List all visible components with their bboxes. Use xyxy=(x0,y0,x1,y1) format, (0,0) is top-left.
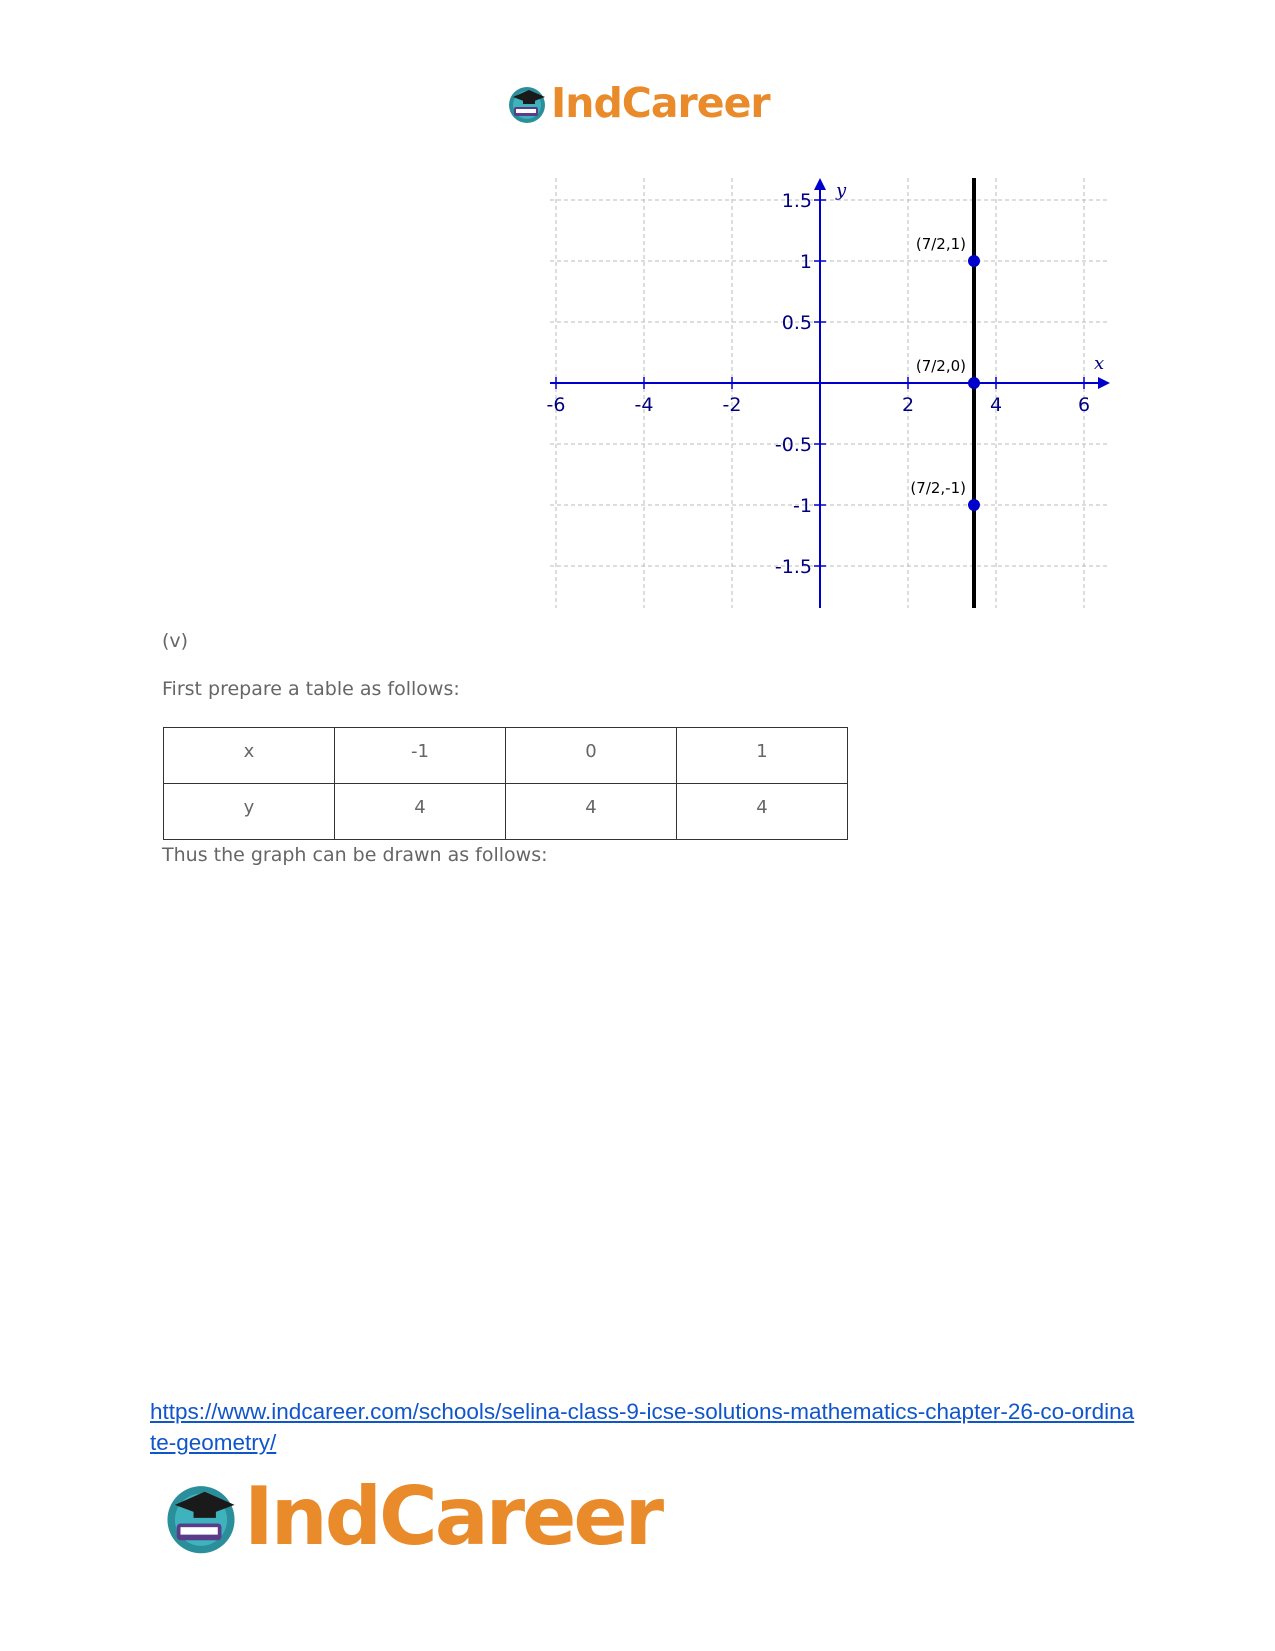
graduation-cap-globe-icon xyxy=(505,81,549,125)
x-axis-label: x xyxy=(1094,353,1105,374)
table-cell: 4 xyxy=(335,784,506,840)
x-tick-label: -6 xyxy=(546,394,566,416)
data-point xyxy=(968,499,980,511)
header-logo xyxy=(505,78,770,128)
part-label: (v) xyxy=(162,630,189,652)
table-cell: -1 xyxy=(335,728,506,784)
y-tick-label: 0.5 xyxy=(781,312,812,334)
point-label: (7/2,-1) xyxy=(910,479,966,497)
table-row xyxy=(164,728,848,784)
table-cell: 1 xyxy=(677,728,848,784)
table-cell: 4 xyxy=(506,784,677,840)
coordinate-graph xyxy=(546,178,1110,608)
y-tick-label: -1 xyxy=(793,495,812,517)
data-point xyxy=(968,255,980,267)
table-cell: y xyxy=(164,784,335,840)
data-point xyxy=(968,377,980,389)
table-cell: x xyxy=(164,728,335,784)
table-cell: 4 xyxy=(677,784,848,840)
x-tick-label: -2 xyxy=(722,394,742,416)
logo-text: IndCareer xyxy=(244,1469,662,1563)
x-axis-arrow xyxy=(1098,377,1110,389)
point-label: (7/2,0) xyxy=(915,357,966,375)
graduation-cap-globe-icon xyxy=(160,1475,242,1557)
footer-logo xyxy=(160,1470,661,1562)
table-row xyxy=(164,784,848,840)
logo-text: IndCareer xyxy=(551,79,770,127)
values-table xyxy=(163,727,848,840)
source-link[interactable]: https://www.indcareer.com/schools/selina-class-9-icse-solutions-mathematics-chapter-26-co-ordinate-geometry/ xyxy=(150,1399,1135,1455)
outro-text: Thus the graph can be drawn as follows: xyxy=(162,844,548,866)
y-axis-arrow xyxy=(814,178,826,190)
point-label: (7/2,1) xyxy=(915,235,966,253)
y-tick-label: -0.5 xyxy=(774,434,812,456)
y-axis-label: y xyxy=(836,180,847,201)
x-tick-label: 4 xyxy=(989,394,1003,416)
intro-text: First prepare a table as follows: xyxy=(162,678,460,700)
table-cell: 0 xyxy=(506,728,677,784)
x-tick-label: 6 xyxy=(1077,394,1091,416)
x-tick-label: -4 xyxy=(634,394,654,416)
y-tick-label: 1 xyxy=(799,251,812,273)
y-tick-label: 1.5 xyxy=(781,190,812,212)
x-tick-label: 2 xyxy=(901,394,915,416)
y-tick-label: -1.5 xyxy=(774,556,812,578)
